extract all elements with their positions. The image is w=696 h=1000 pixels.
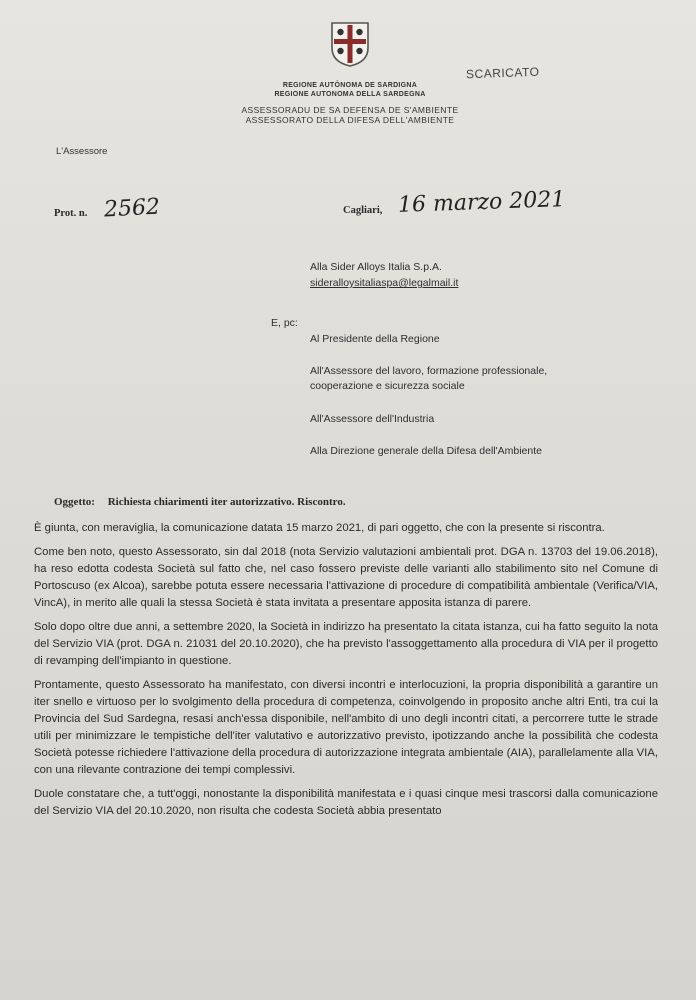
region-name-italian: REGIONE AUTONOMA DELLA SARDEGNA	[274, 91, 426, 98]
department-name-sardinian: ASSESSORADU DE SA DEFENSA DE S'AMBIENTE	[241, 105, 459, 115]
cc-labour-assessor-line-2: cooperazione e sicurezza sociale	[310, 380, 465, 392]
letter-body	[34, 520, 658, 827]
body-paragraph-3: Solo dopo oltre due anni, a settembre 2020, la Società in indirizzo ha presentato la citata istanza, cui ha fatto seguito la nota del Servizio VIA (prot. DGA n. 21031 del 20.10.2020), che ha previsto l'assoggettamento alla procedura di VIA per il progetto di revamping dell'impianto in questione.	[34, 621, 658, 667]
scaricato-stamp: SCARICATO	[465, 64, 540, 82]
body-paragraph-2: Come ben noto, questo Assessorato, sin dal 2018 (nota Servizio valutazioni ambientali prot. DGA n. 13703 del 19.06.2018), ha reso edotta codesta Società sul fatto che, nel caso fossero previste delle varianti allo stabilimento sito nel Comune di Portoscuso (ex Alcoa), sarebbe potuta essere necessaria l'attivazione di procedure di compatibilità ambientale (Verifica/VIA, VincA), in merito alle quali la stessa Società è stata invitata a presentare apposita istanza di parere.	[34, 546, 658, 609]
letterhead	[200, 20, 500, 125]
body-paragraph-1: È giunta, con meraviglia, la comunicazione datata 15 marzo 2021, di pari oggetto, che con la presente si riscontra.	[34, 522, 605, 534]
sardinia-coat-of-arms-icon	[328, 20, 372, 68]
recipient-company: Alla Sider Alloys Italia S.p.A.	[310, 261, 442, 273]
protocol-label: Prot. n.	[54, 208, 88, 219]
body-paragraph-4: Prontamente, questo Assessorato ha manifestato, con diversi incontri e interlocuzioni, la propria disponibilità a garantire un iter snello e virtuoso per lo svolgimento della procedura di competenza, coinvolgendo in proposito anche altri Enti, tra cui la Provincia del Sud Sardegna, resasi anch'essa disponibile, nell'ambito di uno degli incontri citati, a percorrere tutte le strade utili per minimizzare le tempistiche dell'iter valutativo e autorizzativo previsto, ipotizzando anche la possibilità che codesta Società potesse richiedere l'attivazione della procedura di autorizzazione integrata ambientale (AIA), parallelamente alla VIA, con una rilevante contrazione dei tempi complessivi.	[34, 679, 658, 776]
cc-labour-assessor-line-1: All'Assessore del lavoro, formazione professionale,	[310, 365, 548, 377]
cc-environment-directorate: Alla Direzione generale della Difesa dell'Ambiente	[310, 445, 542, 457]
cc-label: E, pc:	[271, 317, 298, 329]
cc-industry-assessor: All'Assessore dell'Industria	[310, 413, 435, 425]
subject-text: Richiesta chiarimenti iter autorizzativo. Riscontro.	[107, 496, 346, 508]
protocol-number: 2562	[103, 194, 161, 223]
department-name-italian: ASSESSORATO DELLA DIFESA DELL'AMBIENTE	[245, 115, 455, 125]
sender-title: L'Assessore	[56, 146, 108, 157]
subject-line	[54, 496, 346, 508]
cc-president: Al Presidente della Regione	[310, 333, 440, 345]
handwritten-date: 16 marzo 2021	[397, 187, 566, 218]
region-name-sardinian: REGIONE AUTÒNOMA DE SARDIGNA	[282, 82, 418, 89]
subject-label: Oggetto:	[54, 496, 95, 508]
place: Cagliari,	[343, 205, 383, 216]
recipient-email[interactable]: sideralloysitaliaspa@legalmail.it	[310, 277, 459, 289]
body-paragraph-5: Duole constatare che, a tutt'oggi, nonostante la disponibilità manifestata e i quasi cinque mesi trascorsi dalla comunicazione del Servizio VIA del 20.10.2020, non risulta che codesta Società abbia presentato	[34, 788, 658, 817]
